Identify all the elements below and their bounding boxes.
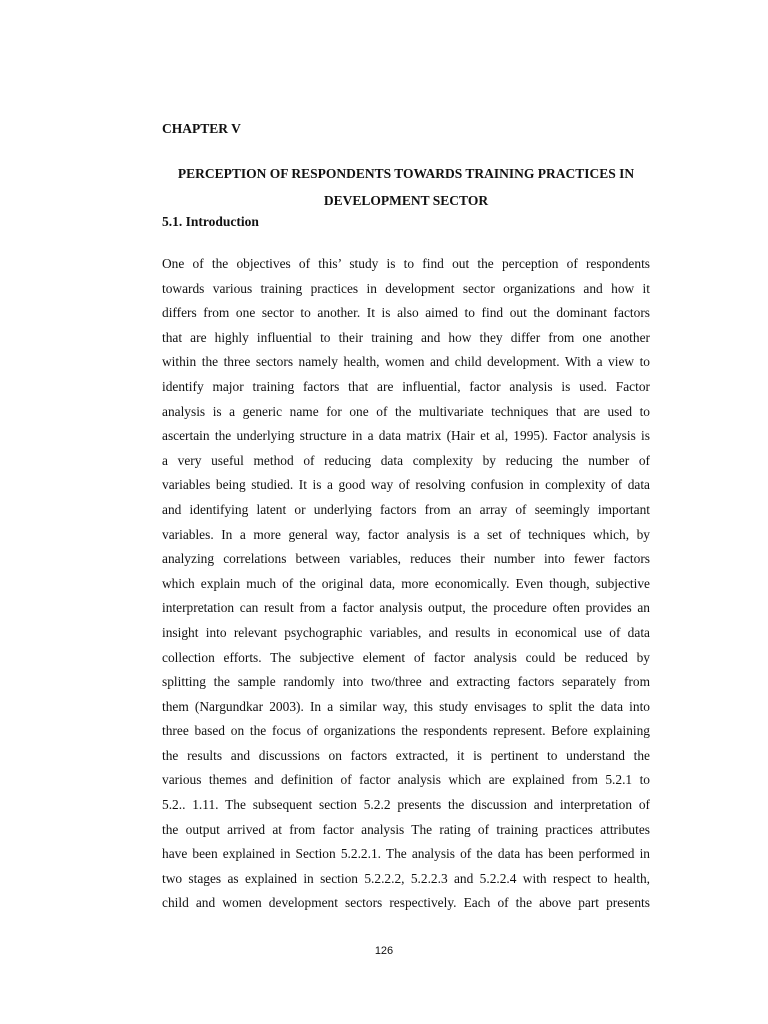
intro-paragraph <box>162 252 650 916</box>
paragraph-line: One of the objectives of this’ study is to find out the perception of respondents <box>162 256 650 271</box>
paragraph-line: which explain much of the original data, more economically. Even though, subjective <box>162 575 650 591</box>
section-heading: 5.1. Introduction <box>162 214 259 229</box>
paragraph-line: variables being studied. It is a good way of resolving confusion in complexity of data <box>162 477 650 493</box>
paragraph-line: towards various training practices in development sector organizations and how it <box>162 280 650 296</box>
paragraph-line: insight into relevant psychographic variables, and results in economical use of data <box>162 624 650 640</box>
chapter-title <box>162 160 650 214</box>
paragraph-line: differs from one sector to another. It is also aimed to find out the dominant factors <box>162 305 650 321</box>
chapter-label: CHAPTER V <box>162 121 241 136</box>
paragraph-line: analysis is a generic name for one of the multivariate techniques that are used to <box>162 403 650 419</box>
paragraph-line: variables. In a more general way, factor analysis is a set of techniques which, by <box>162 526 650 542</box>
paragraph-line: splitting the sample randomly into two/three and extracting factors separately from <box>162 674 650 690</box>
paragraph-line: child and women development sectors respectively. Each of the above part presents <box>162 895 650 911</box>
paragraph-line: them (Nargundkar 2003). In a similar way, this study envisages to split the data into <box>162 698 650 714</box>
paragraph-line: interpretation can result from a factor analysis output, the procedure often provides an <box>162 600 650 616</box>
chapter-title-line-2: DEVELOPMENT SECTOR <box>323 193 489 208</box>
paragraph-line: have been explained in Section 5.2.2.1. The analysis of the data has been performed in <box>162 846 650 862</box>
paragraph-line: within the three sectors namely health, women and child development. With a view to <box>162 354 650 370</box>
paragraph-line: ascertain the underlying structure in a data matrix (Hair et al, 1995). Factor analysis is <box>162 428 650 444</box>
paragraph-line: the results and discussions on factors extracted, it is pertinent to understand the <box>162 747 650 763</box>
paragraph-line: that are highly influential to their training and how they differ from one another <box>162 329 650 345</box>
page-number: 126 <box>374 945 394 957</box>
paragraph-line: three based on the focus of organizations the respondents represent. Before explaining <box>162 723 650 739</box>
paragraph-line: two stages as explained in section 5.2.2.2, 5.2.2.3 and 5.2.2.4 with respect to health, <box>162 870 650 886</box>
paragraph-line: identify major training factors that are influential, factor analysis is used. Factor <box>162 378 650 394</box>
paragraph-line: and identifying latent or underlying factors from an array of seemingly important <box>162 501 650 517</box>
paragraph-line: analyzing correlations between variables, reduces their number into fewer factors <box>162 551 650 567</box>
paragraph-line: the output arrived at from factor analysis The rating of training practices attributes <box>162 821 650 837</box>
chapter-title-line-1: PERCEPTION OF RESPONDENTS TOWARDS TRAINING PRACTICES IN <box>177 166 635 181</box>
paragraph-line: a very useful method of reducing data complexity by reducing the number of <box>162 452 650 468</box>
paragraph-line: collection efforts. The subjective element of factor analysis could be reduced by <box>162 649 650 665</box>
paragraph-line: 5.2.. 1.11. The subsequent section 5.2.2 presents the discussion and interpretation of <box>162 797 650 813</box>
paragraph-line: various themes and definition of factor analysis which are explained from 5.2.1 to <box>162 772 650 788</box>
